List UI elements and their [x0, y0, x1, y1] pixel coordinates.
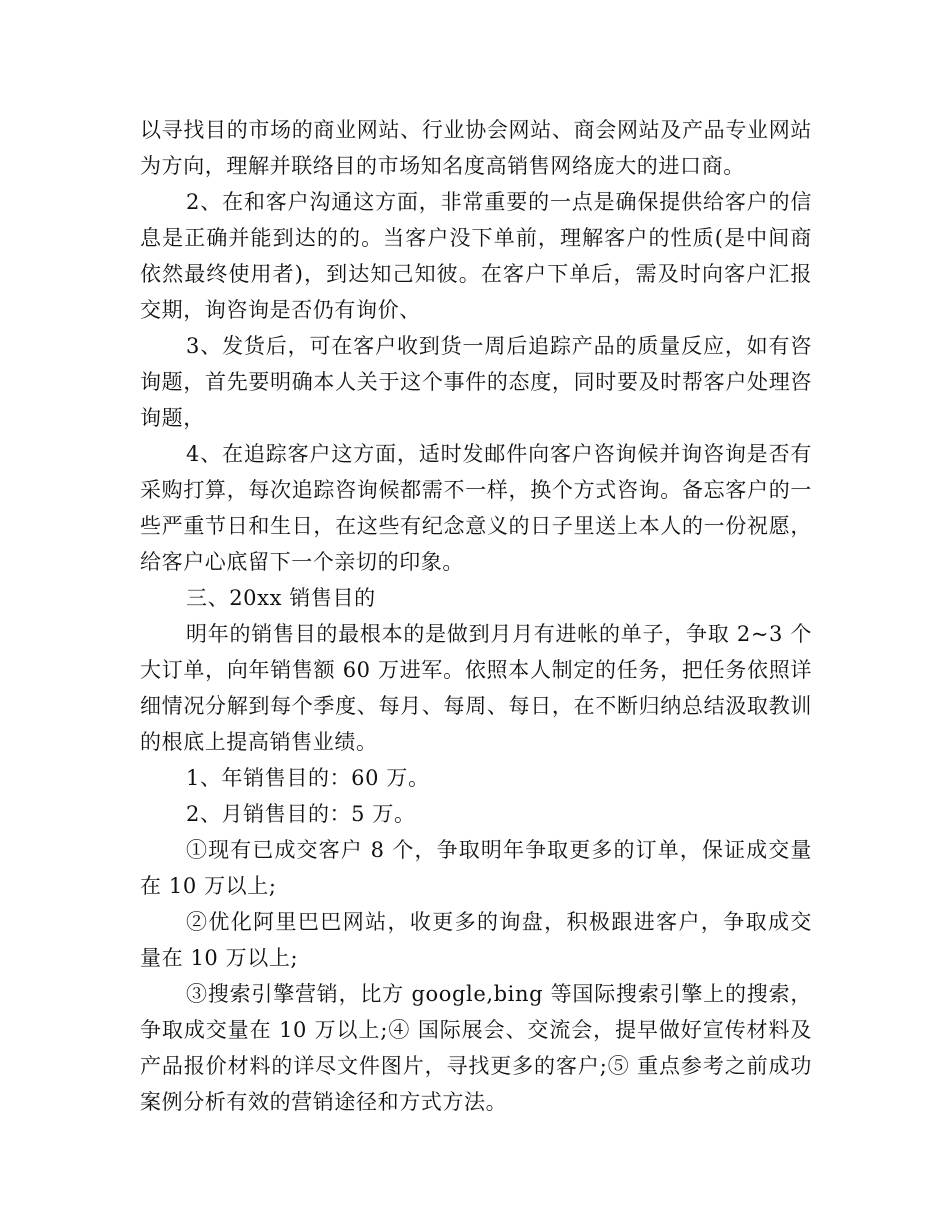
- list-item-monthly-goal: 2、月销售目的：5 万。: [186, 802, 416, 826]
- document-body: [140, 112, 812, 1120]
- paragraph-item-2-communication: 2、在和客户沟通这方面，非常重要的一点是确保提供给客户的信息是正确并能到达的的。当客户没下单前，理解客户的性质(是中间商依然最终使用者)，到达知己知彼。在客户下单后，需及时向客户汇报交期，询咨询是否仍有询价、: [140, 190, 812, 322]
- paragraph-continuation: 以寻找目的市场的商业网站、行业协会网站、商会网站及产品专业网站为方向，理解并联络目的市场知名度高销售网络庞大的进口商。: [140, 118, 812, 178]
- paragraph-sales-goals-overview: 明年的销售目的最根本的是做到月月有进帐的单子，争取 2~3 个大订单，向年销售额 60 万进军。依照本人制定的任务，把任务依照详细情况分解到每个季度、每月、每周、每日，在不断归纳总结汲取教训的根底上提高销售业绩。: [140, 622, 812, 754]
- paragraph-item-4-follow-up: 4、在追踪客户这方面，适时发邮件向客户咨询候并询咨询是否有采购打算，每次追踪咨询候都需不一样，换个方式咨询。备忘客户的一些严重节日和生日，在这些有纪念意义的日子里送上本人的一份祝愿，给客户心底留下一个亲切的印象。: [140, 442, 812, 574]
- list-item-alibaba: ②优化阿里巴巴网站，收更多的询盘，积极跟进客户，争取成交量在 10 万以上;: [140, 910, 812, 970]
- list-item-existing-customers: ①现有已成交客户 8 个，争取明年争取更多的订单，保证成交量在 10 万以上;: [140, 838, 812, 898]
- list-item-search-marketing: ③搜索引擎营销，比方 google,bing 等国际搜索引擎上的搜索，争取成交量在 10 万以上;④ 国际展会、交流会，提早做好宣传材料及产品报价材料的详尽文件图片，寻找更多的客户;⑤ 重点参考之前成功案例分析有效的营销途径和方式方法。: [140, 982, 812, 1114]
- list-item-annual-goal: 1、年销售目的：60 万。: [186, 766, 430, 790]
- paragraph-item-3-delivery: 3、发货后，可在客户收到货一周后追踪产品的质量反应，如有咨询题，首先要明确本人关于这个事件的态度，同时要及时帮客户处理咨询题，: [140, 334, 812, 430]
- section-heading-sales-goals: 三、20xx 销售目的: [186, 586, 376, 610]
